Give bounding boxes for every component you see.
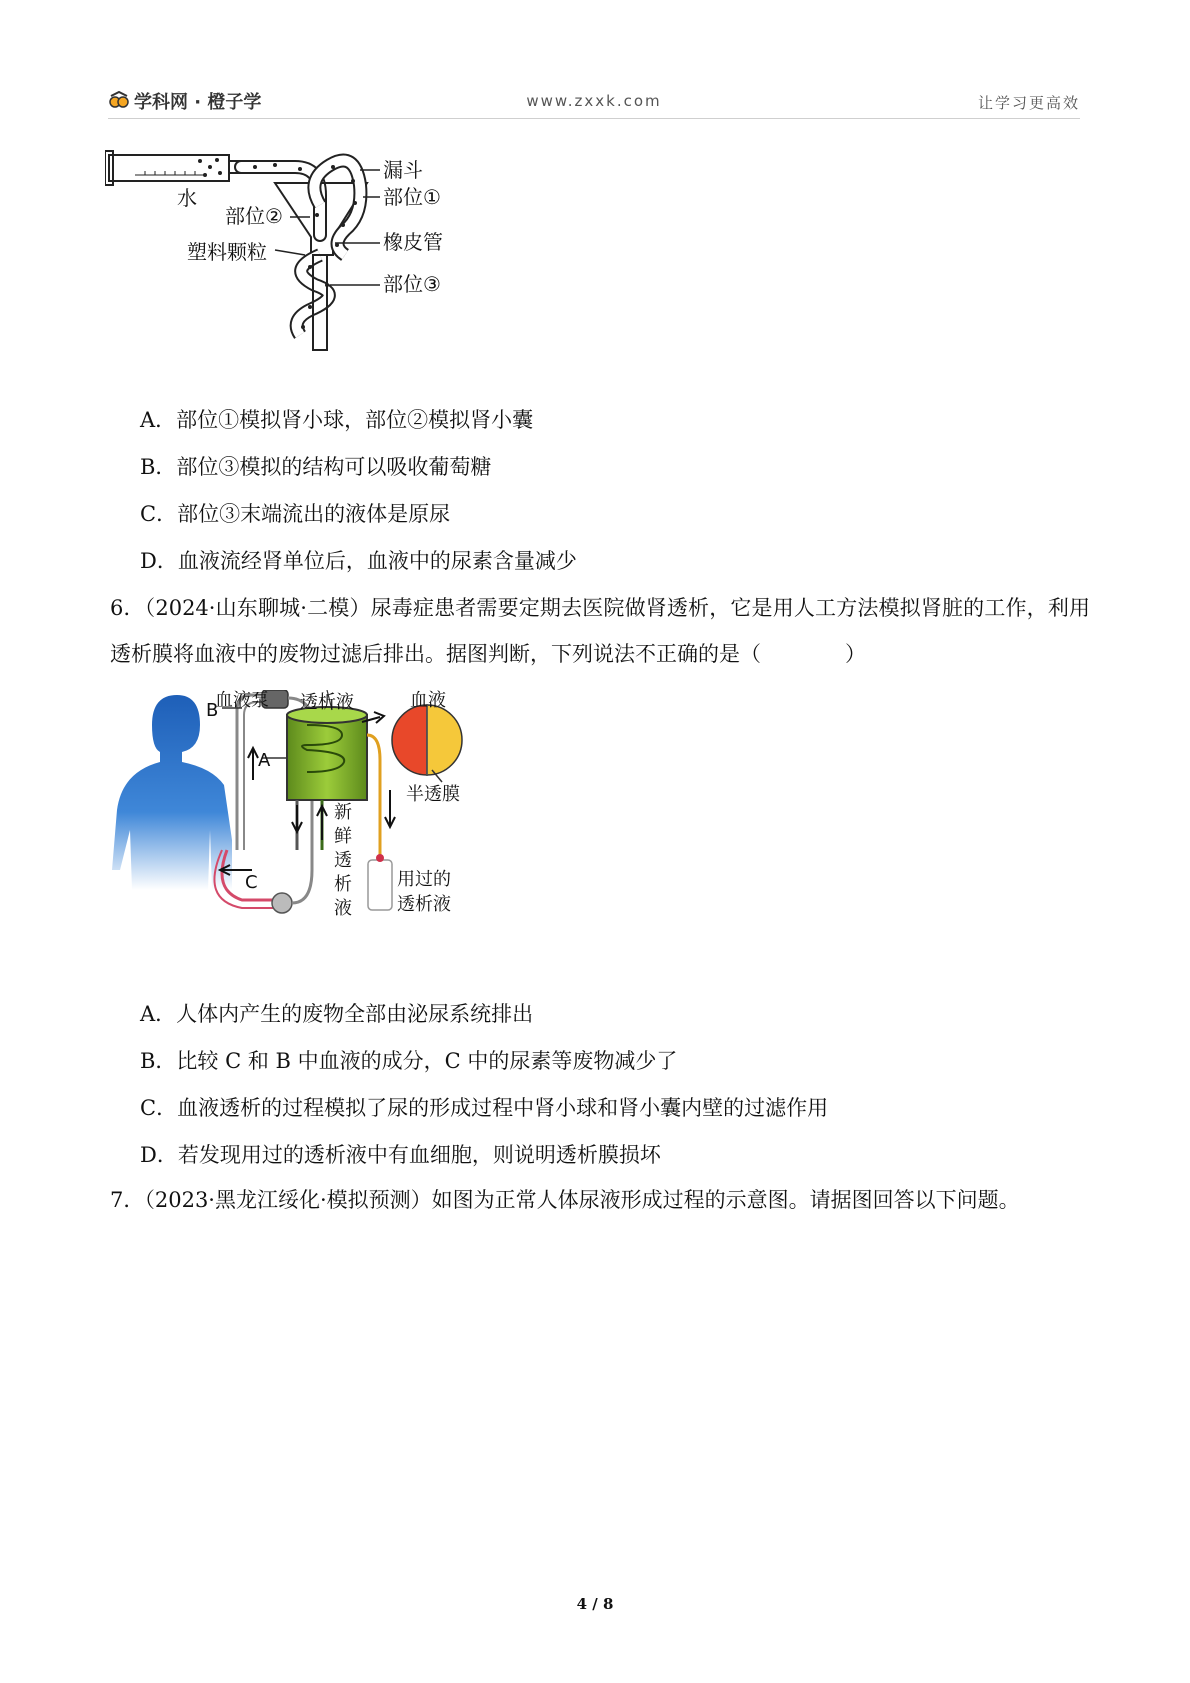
label-fresh-3: 透 [334,850,352,871]
label-plastic: 塑料颗粒 [187,240,267,264]
q5-option-b: B．部位③模拟的结构可以吸收葡萄糖 [140,455,492,479]
q6-stem: 6．（2024·山东聊城·二模）尿毒症患者需要定期去医院做肾透析，它是用人工方法模拟肾脏的工作，利用透析膜将血液中的废物过滤后排出。据图判断，下列说法不正确的是（ ） [110,596,1090,666]
label-used-1: 用过的 [397,869,451,890]
q6-option-c: C．血液透析的过程模拟了尿的形成过程中肾小球和肾小囊内壁的过滤作用 [140,1096,829,1120]
label-water: 水 [177,186,197,210]
label-pump: 血液泵 [215,690,269,711]
q5-option-c: C．部位③末端流出的液体是原尿 [140,502,451,526]
label-fresh-1: 新 [334,802,352,823]
q5-option-d: D．血液流经肾单位后，血液中的尿素含量减少 [140,549,577,573]
label-used-2: 透析液 [397,894,451,915]
label-b: B [206,700,219,721]
label-dialysate: 透析液 [300,692,354,713]
label-fresh-4: 析 [334,874,352,895]
q6-option-b: B．比较 C 和 B 中血液的成分，C 中的尿素等废物减少了 [140,1049,678,1073]
label-funnel: 漏斗 [383,158,423,182]
q5-option-a: A．部位①模拟肾小球，部位②模拟肾小囊 [140,408,534,432]
logo-text: 学科网 · 橙子学 [134,92,262,113]
label-fresh-2: 鲜 [334,826,352,847]
kidney-model-diagram [105,145,475,360]
label-part1: 部位① [383,185,441,209]
label-c: C [245,872,258,893]
q6-option-d: D．若发现用过的透析液中有血细胞，则说明透析膜损坏 [140,1143,661,1167]
label-fresh-5: 液 [334,898,352,919]
label-part3: 部位③ [383,272,441,296]
q6-option-a: A．人体内产生的废物全部由泌尿系统排出 [140,1002,534,1026]
label-a: A [258,750,271,771]
label-blood: 血液 [410,690,446,711]
label-rubber: 橡皮管 [383,230,443,254]
label-part2: 部位② [225,204,283,228]
label-membrane: 半透膜 [406,784,460,805]
dialysis-diagram [112,690,512,985]
q7-stem: 7．（2023·黑龙江绥化·模拟预测）如图为正常人体尿液形成过程的示意图。请据图回答以下问题。 [110,1188,1020,1212]
page-header [108,88,1080,119]
site-url: www.zxxk.com [526,92,662,110]
slogan: 让学习更高效 [977,94,1080,112]
page-number: 4 / 8 [576,1595,614,1613]
